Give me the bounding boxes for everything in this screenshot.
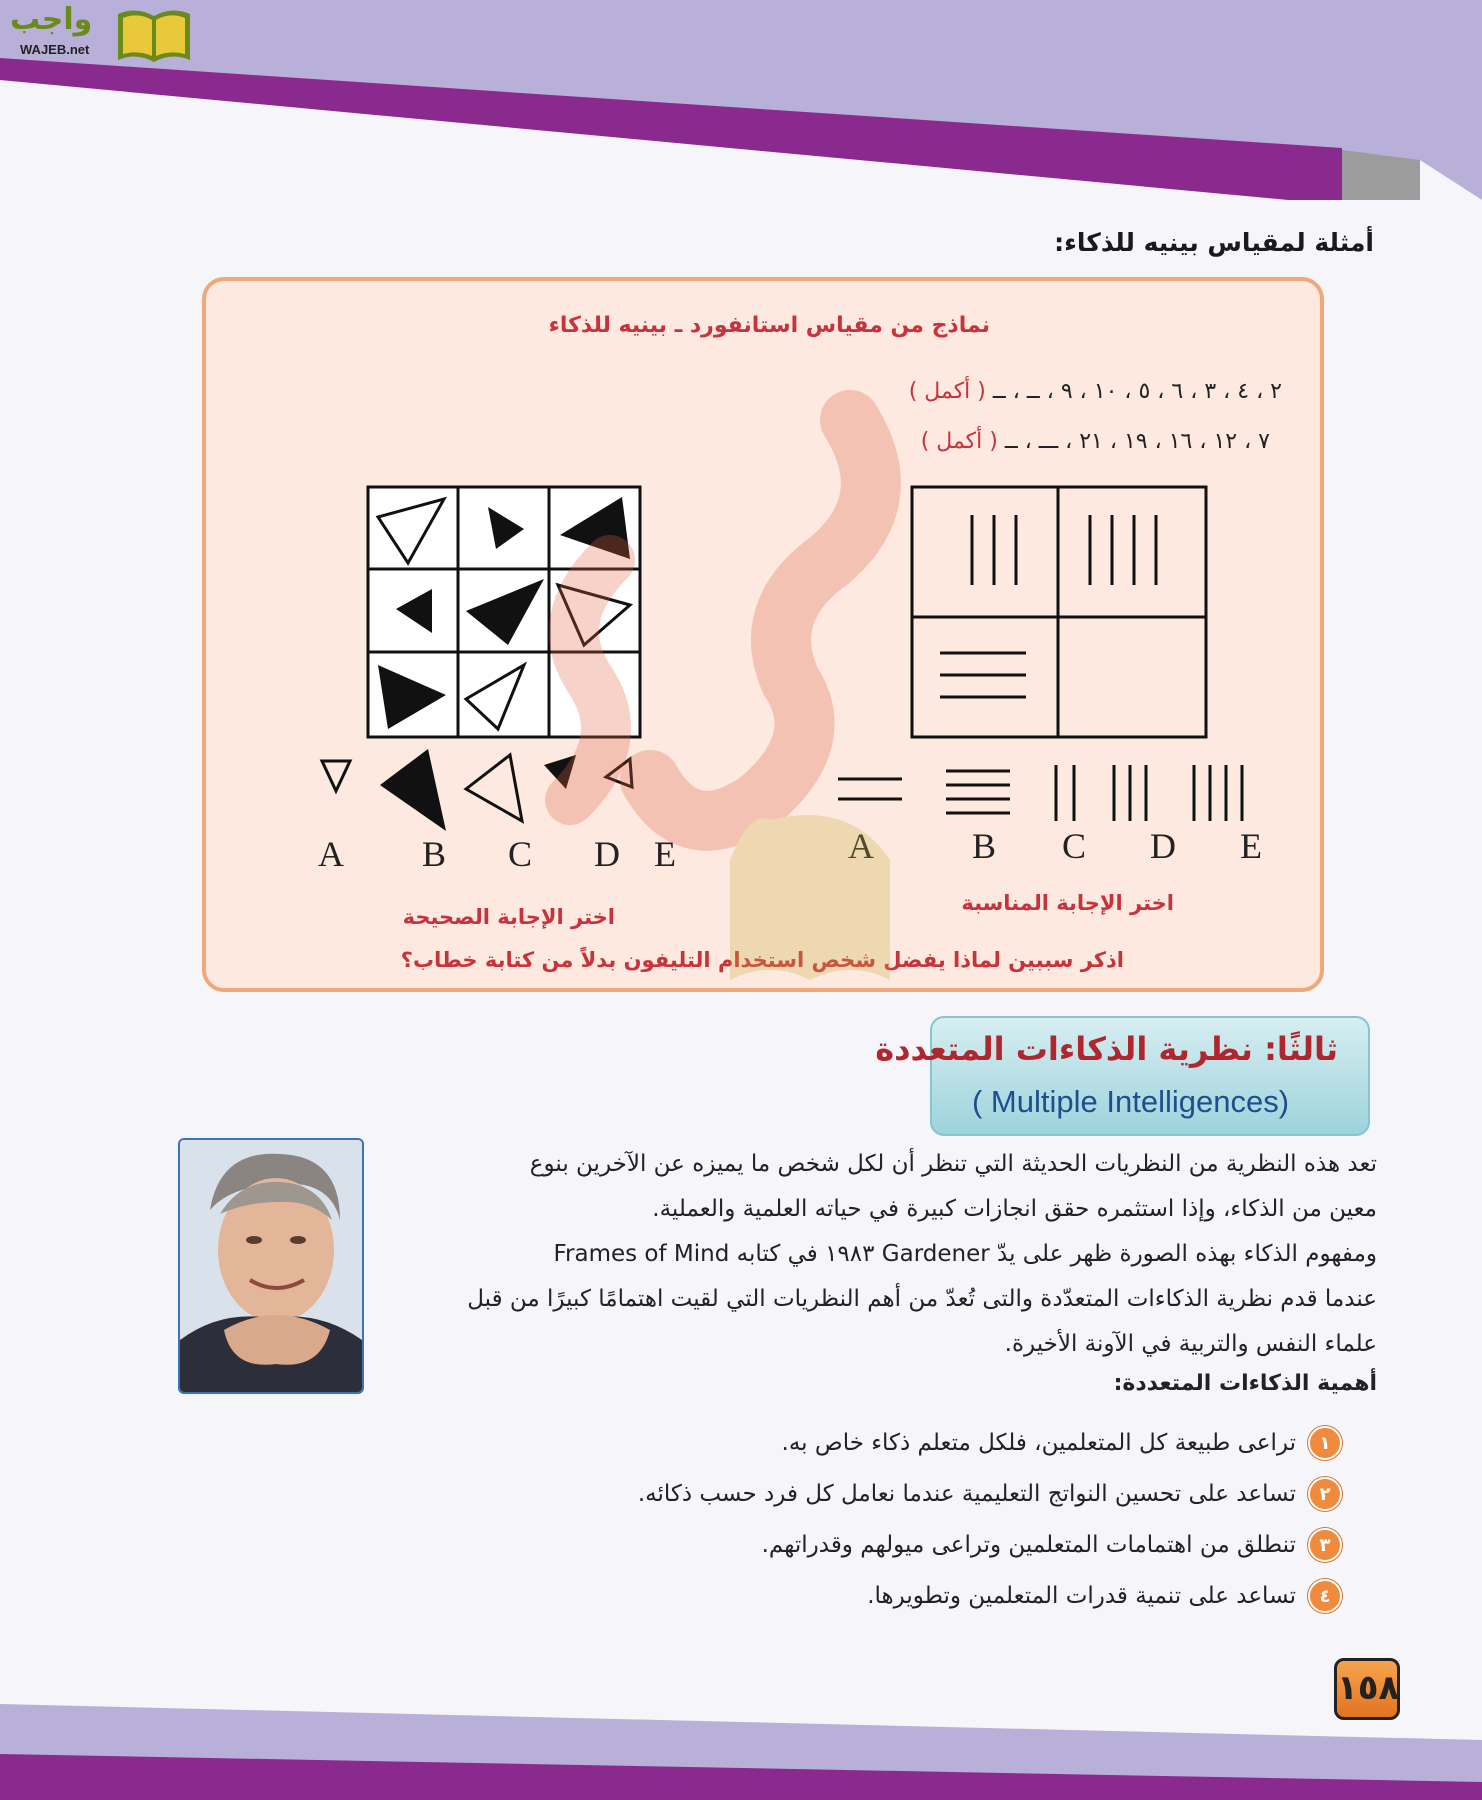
lines-option-a[interactable]: A	[848, 826, 874, 866]
phone-vs-letter-question: اذكر سببين لماذا يفضل شخص استخدام التليفون بدلاً من كتابة خطاب؟	[400, 948, 1124, 972]
logo-subtitle: WAJEB.net	[20, 42, 90, 57]
lines-option-c[interactable]: C	[1062, 826, 1087, 866]
triangle-option-d[interactable]: D	[594, 834, 620, 874]
footer-band	[0, 1690, 1482, 1800]
number-badge: ١	[1308, 1426, 1342, 1460]
paragraph-line-4: عندما قدم نظرية الذكاءات المتعدّدة والتى تُعدّ من أهم النظريات التي لقيت اهتمامًا كبيرًا من قبل	[467, 1286, 1377, 1312]
triangle-matrix-puzzle	[366, 485, 646, 741]
paragraph-line-1: تعد هذه النظرية من النظريات الحديثة التي تنظر أن لكل شخص ما يميزه عن الآخرين بنوع	[529, 1151, 1377, 1177]
binet-examples-box	[202, 277, 1324, 992]
list-item	[762, 1528, 1342, 1562]
number-badge: ٤	[1308, 1579, 1342, 1613]
paragraph-line-3: ومفهوم الذكاء بهذه الصورة ظهر على يدّ Gardener ١٩٨٣ في كتابه Frames of Mind	[553, 1241, 1377, 1267]
caption-choose-appropriate: اختر الإجابة المناسبة	[961, 891, 1174, 915]
logo-word: واجب	[10, 2, 93, 37]
lines-matrix-puzzle	[910, 485, 1210, 743]
site-logo[interactable]	[6, 2, 196, 66]
section-title: أمثلة لمقياس بينيه للذكاء:	[1054, 228, 1374, 257]
sequence-1	[909, 379, 1282, 404]
number-badge: ٢	[1308, 1477, 1342, 1511]
lines-option-b[interactable]: B	[972, 826, 997, 866]
list-item	[782, 1426, 1342, 1460]
theory-title-box	[875, 1016, 1370, 1136]
sequence-1-hint: ( أكمل )	[908, 379, 986, 404]
importance-heading: أهمية الذكاءات المتعددة:	[1113, 1371, 1377, 1396]
gardner-portrait	[178, 1138, 364, 1394]
triangle-options	[316, 745, 676, 837]
number-badge: ٣	[1308, 1528, 1342, 1562]
list-item-text: تنطلق من اهتمامات المتعلمين وتراعى ميولهم وقدراتهم.	[761, 1532, 1296, 1558]
triangle-option-e[interactable]: E	[654, 834, 676, 874]
triangle-option-c[interactable]: C	[508, 834, 533, 874]
list-item-text: تساعد على تنمية قدرات المتعلمين وتطويرها.	[867, 1583, 1296, 1609]
theory-title-english: ( Multiple Intelligences)	[972, 1084, 1290, 1119]
list-item-text: تساعد على تحسين النواتج التعليمية عندما نعامل كل فرد حسب ذكائه.	[637, 1481, 1296, 1507]
portrait-image	[180, 1140, 362, 1392]
theory-description	[467, 1142, 1377, 1367]
lines-option-e[interactable]: E	[1240, 826, 1262, 866]
triangle-option-a[interactable]: A	[318, 834, 344, 874]
sequence-2-numbers: ٧ ، ١٢ ، ١٦ ، ١٩ ، ٢١ ، ـــ ، ــ	[1004, 429, 1270, 454]
sequence-1-numbers: ٢ ، ٤ ، ٣ ، ٦ ، ٥ ، ١٠ ، ٩ ، ــ ، ــ	[992, 379, 1282, 404]
theory-title-arabic: ثالثًا: نظرية الذكاءات المتعددة	[875, 1030, 1338, 1068]
sequence-2	[921, 429, 1270, 454]
lines-options	[830, 761, 1270, 831]
sequence-2-hint: ( أكمل )	[920, 429, 998, 454]
paragraph-line-5: علماء النفس والتربية في الآونة الأخيرة.	[1004, 1331, 1377, 1357]
list-item	[867, 1579, 1342, 1613]
list-item	[638, 1477, 1342, 1511]
triangle-option-b[interactable]: B	[422, 834, 447, 874]
book-icon	[114, 6, 194, 64]
lines-option-d[interactable]: D	[1150, 826, 1176, 866]
header-band	[0, 0, 1482, 200]
caption-choose-correct: اختر الإجابة الصحيحة	[402, 905, 615, 929]
paragraph-line-2: معين من الذكاء، وإذا استثمره حقق انجازات كبيرة في حياته العلمية والعملية.	[652, 1196, 1377, 1222]
list-item-text: تراعى طبيعة كل المتعلمين، فلكل متعلم ذكاء خاص به.	[781, 1430, 1296, 1456]
box-title: نماذج من مقياس استانفورد ـ بينيه للذكاء	[548, 313, 990, 338]
page-number: ١٥٨	[1334, 1658, 1400, 1720]
